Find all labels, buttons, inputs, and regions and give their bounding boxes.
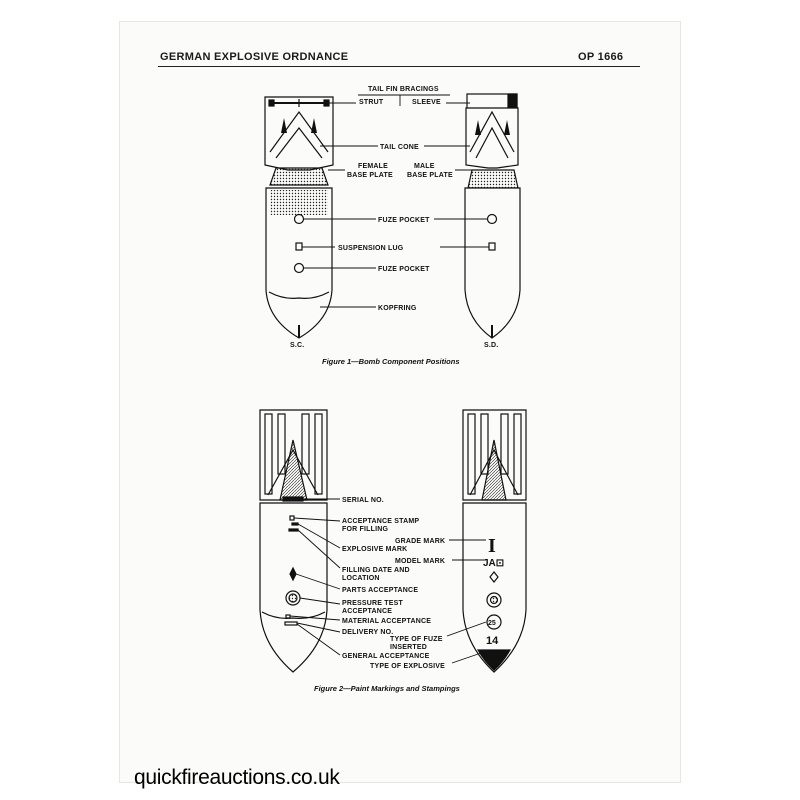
label-filling-date-2: LOCATION <box>342 575 380 582</box>
label-model-mark: MODEL MARK <box>395 558 446 565</box>
label-sc: S.C. <box>290 342 305 349</box>
explosive-number: 14 <box>486 635 499 647</box>
label-tail-fin-bracings: TAIL FIN BRACINGS <box>368 86 439 93</box>
label-pressure-test-1: PRESSURE TEST <box>342 600 403 607</box>
label-male-1: MALE <box>414 163 435 170</box>
label-acceptance-stamp-2: FOR FILLING <box>342 526 389 533</box>
fuze-type-number: 25 <box>488 620 496 627</box>
label-type-of-explosive: TYPE OF EXPLOSIVE <box>370 663 445 670</box>
label-type-of-fuze-1: TYPE OF FUZE <box>390 636 443 643</box>
header-title: GERMAN EXPLOSIVE ORDNANCE <box>160 51 349 63</box>
label-male-2: BASE PLATE <box>407 172 453 179</box>
grade-symbol: I <box>488 535 496 557</box>
label-suspension-lug: SUSPENSION LUG <box>338 245 404 252</box>
label-kopfring: KOPFRING <box>378 305 417 312</box>
label-fuze-pocket-upper: FUZE POCKET <box>378 217 430 224</box>
label-material-acceptance: MATERIAL ACCEPTANCE <box>342 618 432 625</box>
label-strut: STRUT <box>359 99 384 106</box>
label-grade-mark: GRADE MARK <box>395 538 446 545</box>
label-parts-acceptance: PARTS ACCEPTANCE <box>342 587 419 594</box>
label-female-1: FEMALE <box>358 163 388 170</box>
figure2-left-bomb <box>260 410 327 672</box>
label-general-acceptance: GENERAL ACCEPTANCE <box>342 653 430 660</box>
figure1-left-bomb <box>265 97 333 338</box>
label-acceptance-stamp-1: ACCEPTANCE STAMP <box>342 518 420 525</box>
header-reference: OP 1666 <box>578 51 624 63</box>
label-type-of-fuze-2: INSERTED <box>390 644 427 651</box>
figure1-caption: Figure 1—Bomb Component Positions <box>322 357 460 366</box>
model-symbol: JA⊡ <box>483 558 505 569</box>
label-pressure-test-2: ACCEPTANCE <box>342 608 393 615</box>
label-female-2: BASE PLATE <box>347 172 393 179</box>
label-tail-cone: TAIL CONE <box>380 144 419 151</box>
watermark: quickfireauctions.co.uk <box>134 766 340 789</box>
label-sleeve: SLEEVE <box>412 99 441 106</box>
label-serial-no: SERIAL NO. <box>342 497 384 504</box>
label-delivery-no: DELIVERY NO. <box>342 629 394 636</box>
label-fuze-pocket-lower: FUZE POCKET <box>378 266 430 273</box>
figure2-caption: Figure 2—Paint Markings and Stampings <box>314 684 460 693</box>
label-sd: S.D. <box>484 342 499 349</box>
label-explosive-mark: EXPLOSIVE MARK <box>342 546 408 553</box>
figure1-right-bomb <box>465 94 520 338</box>
label-filling-date-1: FILLING DATE AND <box>342 567 410 574</box>
